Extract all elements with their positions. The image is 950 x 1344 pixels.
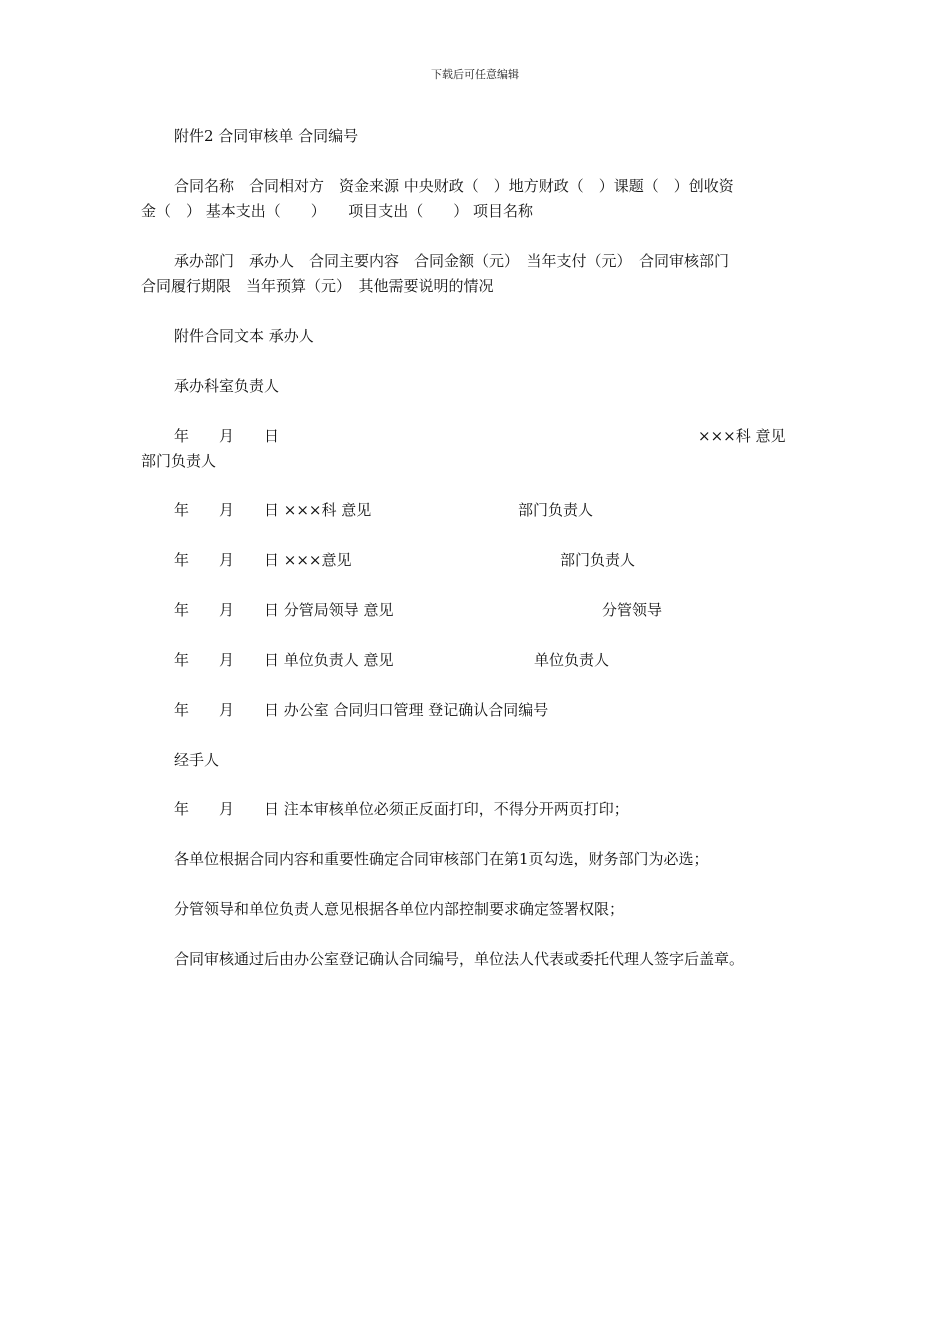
- date-line-5: 年 月 日 单位负责人 意见: [174, 651, 394, 669]
- page-header: 下载后可任意编辑: [431, 68, 519, 81]
- date-line-2: 年 月 日 ×××科 意见: [174, 501, 372, 519]
- note-line-4: 合同审核通过后由办公室登记确认合同编号，单位法人代表或委托代理人签字后盖章。: [174, 950, 745, 968]
- dept-head-label-3: 部门负责人: [560, 551, 636, 569]
- contract-fields-line-2: 合同履行期限 当年预算（元） 其他需要说明的情况: [141, 277, 494, 295]
- attachment-title: 附件2 合同审核单 合同编号: [174, 127, 359, 145]
- contract-info-line-1: 合同名称 合同相对方 资金来源 中央财政（ ）地方财政（ ）课题（ ）创收资: [174, 177, 734, 195]
- note-line-1: 年 月 日 注本审核单位必须正反面打印，不得分开两页打印；: [174, 800, 629, 818]
- note-line-2: 各单位根据合同内容和重要性确定合同审核部门在第1页勾选，财务部门为必选；: [174, 850, 709, 868]
- date-line-4: 年 月 日 分管局领导 意见: [174, 601, 394, 619]
- date-line-1: 年 月 日: [174, 427, 280, 445]
- handler-line: 经手人: [174, 751, 220, 769]
- dept-head-label-2: 部门负责人: [518, 501, 594, 519]
- contract-fields-line-1: 承办部门 承办人 合同主要内容 合同金额（元） 当年支付（元） 合同审核部门: [174, 252, 730, 270]
- dept-head-label: 部门负责人: [141, 452, 217, 470]
- leader-label: 分管领导: [602, 601, 663, 619]
- contract-info-line-2: 金（ ） 基本支出（ ） 项目支出（ ） 项目名称: [141, 202, 534, 220]
- date-line-6: 年 月 日 办公室 合同归口管理 登记确认合同编号: [174, 701, 549, 719]
- section-opinion-label: ×××科 意见: [698, 427, 786, 445]
- note-line-3: 分管领导和单位负责人意见根据各单位内部控制要求确定签署权限；: [174, 900, 625, 918]
- attachment-text-line: 附件合同文本 承办人: [174, 327, 314, 345]
- date-line-3: 年 月 日 ×××意见: [174, 551, 352, 569]
- office-head-line: 承办科室负责人: [174, 377, 280, 395]
- unit-head-label: 单位负责人: [534, 651, 610, 669]
